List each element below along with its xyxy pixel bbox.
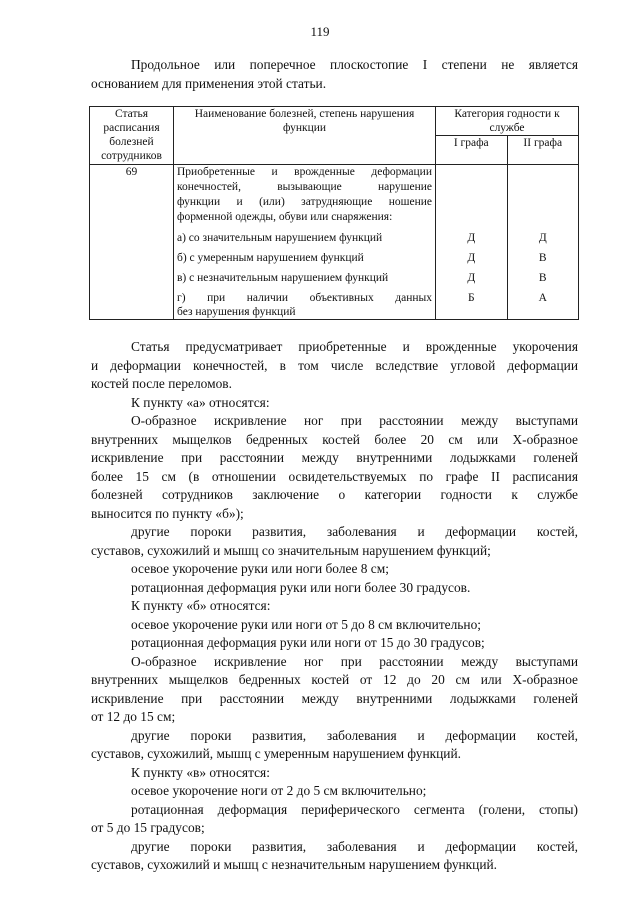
- paragraph-line: Статья предусматривает приобретенные и врожденные укорочения: [131, 339, 578, 354]
- item-c-g2: В: [538, 272, 547, 284]
- paragraph-line: от 12 до 15 см;: [91, 709, 176, 724]
- paragraph-line: другие пороки развития, заболевания и деформации костей,: [131, 524, 578, 539]
- paragraph-line: другие пороки развития, заболевания и деформации костей,: [131, 727, 578, 743]
- disease-schedule-table: [89, 106, 579, 320]
- paragraph-line: ротационная деформация руки или ноги более 30 градусов.: [131, 579, 471, 595]
- desc-line: форменной одежды, обуви или снаряжения:: [177, 211, 393, 223]
- paragraph-line: искривление при расстоянии между внутренними лодыжками голеней: [91, 450, 578, 465]
- paragraph-line: внутренних мыщелков бедренных костей более 20 см или Х-образное: [91, 431, 578, 447]
- paragraph-line: осевое укорочение руки или ноги более 8 см;: [131, 561, 389, 576]
- column-1-values: [436, 165, 508, 320]
- paragraph-line: от 5 до 15 градусов;: [91, 820, 205, 835]
- paragraph-line: костей после переломов.: [91, 376, 232, 391]
- item-a-label: а) со значительным нарушением функций: [177, 232, 383, 244]
- paragraph-line: О-образное искривление ног при расстоянии между выступами: [131, 413, 578, 428]
- explanatory-text: [91, 338, 578, 875]
- paragraph-line: внутренних мыщелков бедренных костей от 12 до 20 см или Х-образное: [91, 672, 578, 687]
- subsection-heading-a: К пункту «а» относятся:: [131, 394, 270, 410]
- table-row: [90, 165, 579, 320]
- paragraph-line: и деформации конечностей, в том числе вследствие угловой деформации: [91, 357, 578, 373]
- paragraph-line: суставов, сухожилий и мышц со значительным нарушением функций;: [91, 542, 491, 558]
- intro-line-1: Продольное или поперечное плоскостопие I степени не является: [131, 57, 578, 72]
- intro-line-2: основанием для применения этой статьи.: [91, 75, 327, 91]
- paragraph-line: выносится по пункту «б»);: [91, 505, 244, 521]
- item-c-g1: Д: [467, 272, 476, 284]
- paragraph-line: осевое укорочение ноги от 2 до 5 см включительно;: [131, 783, 427, 798]
- item-b-label: б) с умеренным нарушением функций: [177, 252, 364, 264]
- item-d-g1: Б: [467, 292, 475, 304]
- item-a-g1: Д: [467, 232, 476, 244]
- paragraph-line: более 15 см (в отношении освидетельствуемых по графе II расписания: [91, 468, 578, 484]
- header-column-1: I графа: [436, 136, 508, 165]
- item-d-line-1: г) при наличии объективных данных: [177, 292, 432, 304]
- paragraph-line: О-образное искривление ног при расстоянии между выступами: [131, 653, 578, 669]
- subsection-heading-b: К пункту «б» относятся:: [131, 598, 271, 613]
- paragraph-line: другие пороки развития, заболевания и деформации костей,: [131, 838, 578, 854]
- header-article: Статья расписания болезней сотрудников: [90, 107, 174, 165]
- item-b-g1: Д: [467, 252, 476, 264]
- desc-line: конечностей, вызывающие нарушение: [177, 181, 432, 193]
- desc-line: Приобретенные и врожденные деформации: [177, 166, 432, 178]
- paragraph-line: болезней сотрудников заключение о категории годности к службе: [91, 487, 578, 502]
- paragraph-line: искривление при расстоянии между внутренними лодыжками голеней: [91, 690, 578, 706]
- paragraph-line: ротационная деформация периферического сегмента (голени, стопы): [131, 801, 578, 817]
- item-b-g2: В: [538, 252, 547, 264]
- item-d-g2: А: [538, 292, 547, 304]
- intro-paragraph: [91, 56, 578, 93]
- page-number: 119: [310, 24, 330, 39]
- item-a-g2: Д: [538, 232, 547, 244]
- paragraph-line: суставов, сухожилий и мышц с незначительным нарушением функций.: [91, 857, 498, 872]
- disease-description: [174, 165, 436, 320]
- item-d-line-2: без нарушения функций: [177, 306, 296, 318]
- paragraph-line: суставов, сухожилий, мышц с умеренным нарушением функций.: [91, 746, 461, 761]
- subsection-heading-c: К пункту «в» относятся:: [131, 764, 270, 780]
- desc-line: функции и (или) затрудняющие ношение: [177, 196, 432, 208]
- header-column-2: II графа: [507, 136, 579, 165]
- article-number: 69: [90, 165, 174, 320]
- header-disease-name: Наименование болезней, степень нарушения функции: [174, 107, 436, 165]
- item-c-label: в) с незначительным нарушением функций: [177, 272, 389, 284]
- header-fitness-category: Категория годности к службе: [436, 107, 579, 136]
- paragraph-line: осевое укорочение руки или ноги от 5 до 8 см включительно;: [131, 616, 481, 632]
- paragraph-line: ротационная деформация руки или ноги от 15 до 30 градусов;: [131, 635, 485, 650]
- column-2-values: [507, 165, 579, 320]
